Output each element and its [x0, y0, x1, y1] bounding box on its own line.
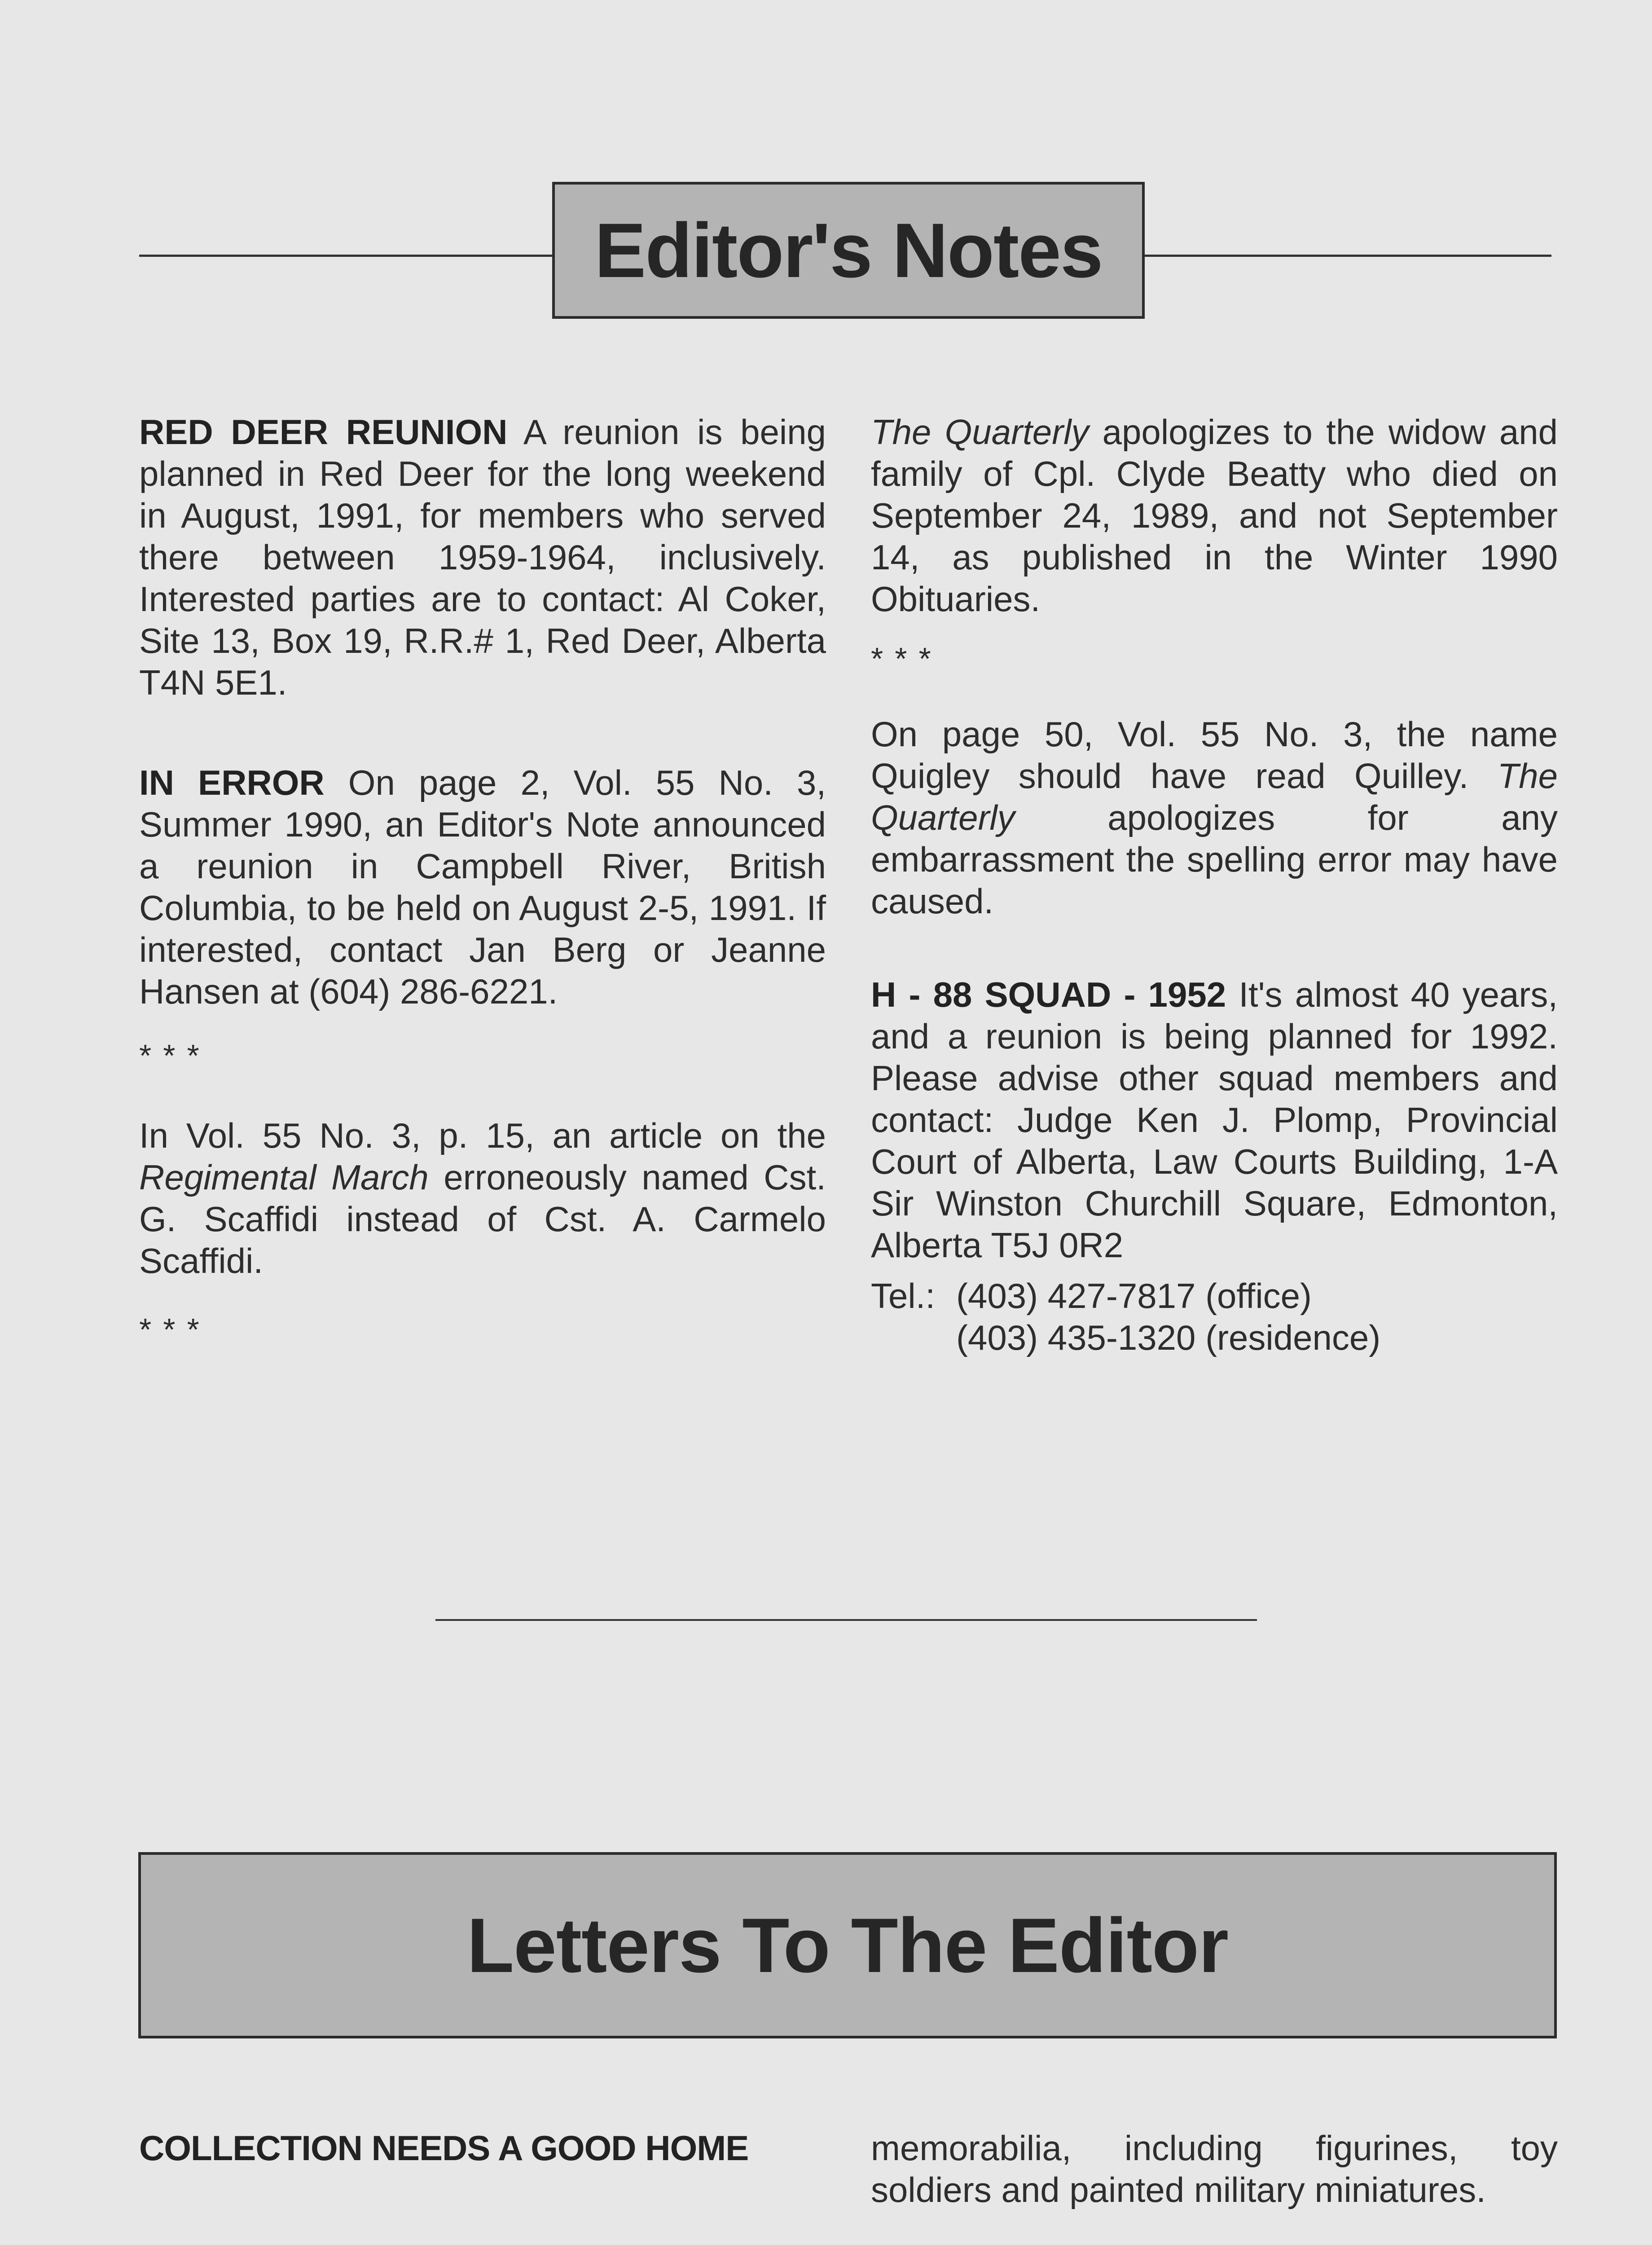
h88-squad-note: [871, 974, 1558, 1266]
obituary-correction-note: [871, 411, 1558, 620]
letter-body-end: memorabilia, including figurines, toy soldiers and painted military miniatures.: [871, 2128, 1558, 2210]
letters-right-column: [871, 2127, 1558, 2245]
spelling-correction-text-a: On page 50, Vol. 55 No. 3, the name Quigley should have read Quilley.: [871, 714, 1558, 796]
in-error-heading: IN ERROR: [139, 763, 325, 802]
regimental-march-text-b: erroneously named Cst. G. Scaffidi instead of Cst. A. Carmelo Scaffidi.: [139, 1158, 826, 1281]
tel-residence: (403) 435-1320 (residence): [956, 1318, 1381, 1357]
h88-squad-body: It's almost 40 years, and a reunion is being planned for 1992. Please advise other squad members and contact: Judge Ken J. Plomp, Provincial Court of Alberta, Law Courts Building, 1-A Sir Winston Churchill Square, Edmonton, Alberta T5J 0R2: [871, 975, 1558, 1265]
in-error-body: On page 2, Vol. 55 No. 3, Summer 1990, an Editor's Note announced a reunion in Campbell River, British Columbia, to be held on August 2-5, 1991. If interested, contact Jan Berg or Jeanne Hansen at (604) 286-6221.: [139, 763, 826, 1011]
tel-residence-row: [871, 1317, 1558, 1359]
tel-office-row: [871, 1275, 1558, 1317]
banner-rule-right: [1143, 255, 1551, 257]
letters-banner: [138, 1852, 1557, 2038]
letters-left-column: [139, 2127, 826, 2245]
editors-notes-left-column: [139, 411, 826, 1351]
tel-label: Tel.:: [871, 1276, 936, 1316]
editors-notes-title: Editor's Notes: [594, 207, 1103, 294]
spelling-correction-note: [871, 713, 1558, 922]
regimental-march-note: [139, 1115, 826, 1282]
tel-office: (403) 427-7817 (office): [956, 1276, 1312, 1316]
obituary-correction-body: apologizes to the widow and family of Cpl. Clyde Beatty who died on September 24, 1989, and not September 14, as published in the Winter 1990 Obituaries.: [871, 412, 1558, 619]
separator-stars: ***: [139, 1312, 211, 1347]
regimental-march-text-a: In Vol. 55 No. 3, p. 15, an article on the: [139, 1116, 826, 1155]
red-deer-reunion-note: [139, 411, 826, 704]
red-deer-reunion-heading: RED DEER REUNION: [139, 412, 508, 452]
letter-heading: COLLECTION NEEDS A GOOD HOME: [139, 2128, 749, 2168]
separator-stars: ***: [871, 641, 943, 676]
regimental-march-title: Regimental March: [139, 1158, 429, 1197]
red-deer-reunion-body: A reunion is being planned in Red Deer for the long weekend in August, 1991, for members who served there between 1959-1964, inclusively. Interested parties are to contact: Al Coker, Site 13, Box 19, R.R.# 1, Red Deer, Alberta T4N 5E1.: [139, 412, 826, 702]
editors-notes-banner: [552, 182, 1145, 319]
spelling-correction-text-b: apologizes for any embarrassment the spelling error may have caused.: [871, 798, 1558, 921]
h88-squad-heading: H - 88 SQUAD - 1952: [871, 975, 1226, 1014]
quarterly-name: The Quarterly: [871, 412, 1089, 452]
banner-rule-left: [139, 255, 554, 257]
letters-title: Letters To The Editor: [467, 1902, 1228, 1989]
in-error-note: [139, 762, 826, 1012]
telephone-block: [871, 1275, 1558, 1359]
editors-notes-right-column: [871, 411, 1558, 1359]
separator-stars: ***: [139, 1038, 211, 1073]
section-divider: [435, 1619, 1257, 1621]
quarterly-name: The Quarterly: [871, 756, 1558, 837]
